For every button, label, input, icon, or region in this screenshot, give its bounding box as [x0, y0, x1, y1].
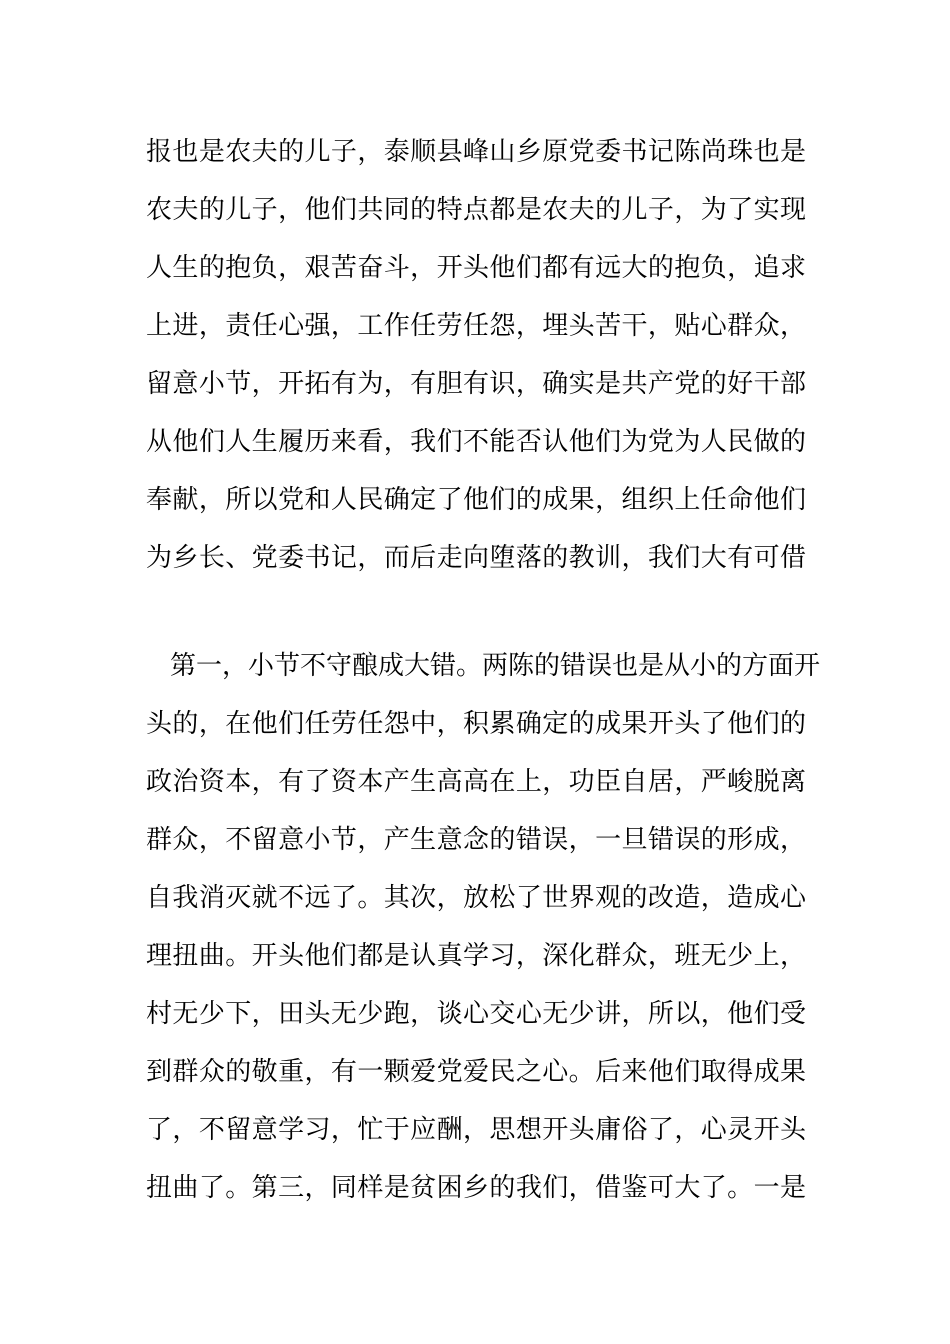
text-line: 奉献，所以党和人民确定了他们的成果，组织上任命他们: [146, 485, 806, 515]
text-line: 农夫的儿子，他们共同的特点都是农夫的儿子，为了实现: [146, 195, 806, 225]
text-line: 人生的抱负，艰苦奋斗，开头他们都有远大的抱负，追求: [146, 253, 806, 283]
text-line: 扭曲了。第三，同样是贫困乡的我们，借鉴可大了。一是: [146, 1173, 806, 1203]
text-line: 自我消灭就不远了。其次，放松了世界观的改造，造成心: [146, 883, 806, 913]
text-line: 政治资本，有了资本产生高高在上，功臣自居，严峻脱离: [146, 767, 806, 797]
text-line: 理扭曲。开头他们都是认真学习，深化群众，班无少上，: [146, 941, 806, 971]
text-line: 从他们人生履历来看，我们不能否认他们为党为人民做的: [146, 427, 806, 457]
text-line: 上进，责任心强，工作任劳任怨，埋头苦干，贴心群众，: [146, 311, 806, 341]
text-line: 了，不留意学习，忙于应酬，思想开头庸俗了，心灵开头: [146, 1115, 806, 1145]
text-line: 为乡长、党委书记，而后走向堕落的教训，我们大有可借: [146, 543, 806, 573]
text-line: 头的，在他们任劳任怨中，积累确定的成果开头了他们的: [146, 709, 806, 739]
text-line: 报也是农夫的儿子，泰顺县峰山乡原党委书记陈尚珠也是: [146, 137, 806, 167]
text-line: 留意小节，开拓有为，有胆有识，确实是共产党的好干部: [146, 369, 806, 399]
text-line: 群众，不留意小节，产生意念的错误，一旦错误的形成，: [146, 825, 806, 855]
text-line: 村无少下，田头无少跑，谈心交心无少讲，所以，他们受: [146, 999, 806, 1029]
text-line: 到群众的敬重，有一颗爱党爱民之心。后来他们取得成果: [146, 1057, 806, 1087]
text-line: 第一，小节不守酿成大错。两陈的错误也是从小的方面开: [170, 651, 821, 681]
